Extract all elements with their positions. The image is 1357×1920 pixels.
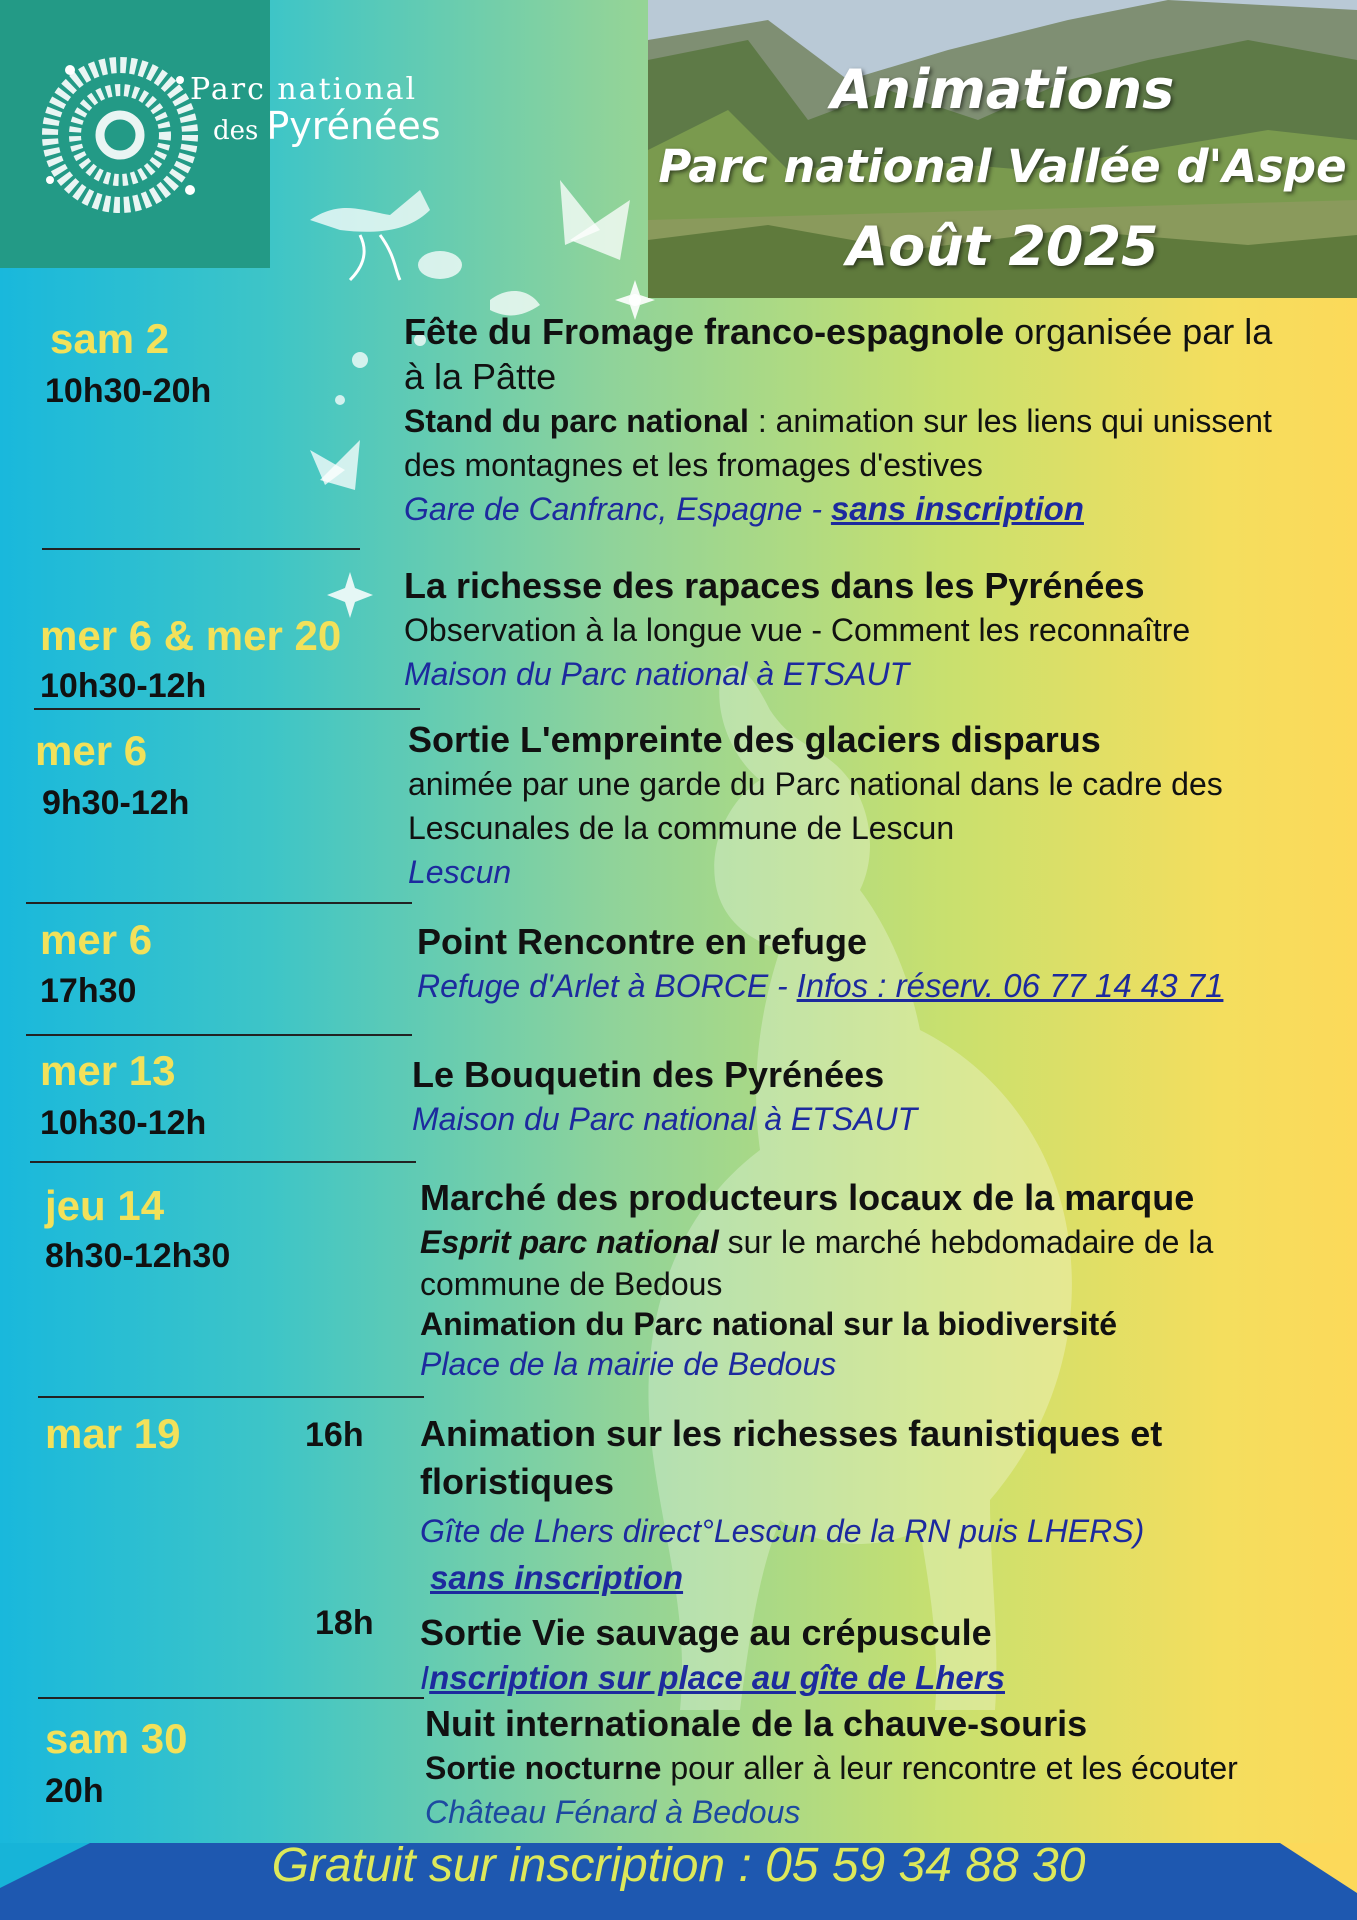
registration-link[interactable]: sans inscription bbox=[430, 1559, 684, 1596]
header-title: Animations bbox=[830, 58, 1175, 121]
event-title: Point Rencontre en refuge bbox=[417, 921, 868, 962]
event-date: jeu 14 bbox=[45, 1182, 165, 1229]
event-time-second: 18h bbox=[315, 1604, 374, 1642]
event-title: Animation sur les richesses faunistiques et bbox=[420, 1413, 1163, 1454]
event-time: 16h bbox=[305, 1416, 364, 1454]
event-2: La richesse des rapaces dans les Pyrénées Observation à la longue vue - Comment les reconnaître Maison du Parc national à ETSAUT bbox=[404, 564, 1190, 696]
event-location: Château Fénard à Bedous bbox=[425, 1794, 801, 1830]
onsite-registration-link[interactable]: nscription sur place au gîte de Lhers bbox=[429, 1659, 1005, 1696]
event-date: mer 6 bbox=[35, 727, 148, 774]
event-time: 10h30-12h bbox=[40, 667, 207, 705]
event-1: Fête du Fromage franco-espagnole organisée par la à la Pâtte Stand du parc national : animation sur les liens qui unissent des montagnes et les fromages d'estives Gare de Canfranc, Espagne - sans inscription bbox=[404, 311, 1273, 527]
event-title: Fête du Fromage franco-espagnole bbox=[404, 311, 1005, 352]
event-7: Animation sur les richesses faunistiques et floristiques Gîte de Lhers direct°Lescun de la RN puis LHERS) sans inscription Sortie Vie sauvage au crépuscule Inscription sur place au gîte de Lhers bbox=[420, 1410, 1162, 1696]
event-title: Sortie L'empreinte des glaciers disparus bbox=[408, 719, 1101, 760]
event-title: Marché des producteurs locaux de la marque bbox=[420, 1177, 1195, 1218]
event-time: 17h30 bbox=[40, 972, 137, 1010]
reservation-phone-link[interactable]: Infos : réserv. 06 77 14 43 71 bbox=[796, 967, 1224, 1004]
divider bbox=[38, 1697, 424, 1699]
event-5 bbox=[412, 1053, 917, 1141]
event-location: Refuge d'Arlet à BORCE - bbox=[417, 968, 797, 1004]
event-4 bbox=[417, 920, 1223, 1008]
event-time: 9h30-12h bbox=[42, 784, 190, 822]
footer-contact: Gratuit sur inscription : 05 59 34 88 30 bbox=[271, 1839, 1086, 1892]
header-month: Août 2025 bbox=[846, 215, 1159, 278]
event-8: Nuit internationale de la chauve-souris Sortie nocturne pour aller à leur rencontre et les écouter Château Fénard à Bedous bbox=[425, 1702, 1238, 1834]
event-location: Gîte de Lhers direct°Lescun de la RN puis LHERS) bbox=[420, 1513, 1145, 1549]
logo-name-line1: Parc national bbox=[190, 72, 418, 107]
divider bbox=[26, 902, 412, 904]
event-date: mer 6 & mer 20 bbox=[40, 612, 342, 659]
event-3: Sortie L'empreinte des glaciers disparus animée par une garde du Parc national dans le cadre des Lescunales de la commune de Lescun Lescun bbox=[408, 718, 1223, 894]
event-location: Lescun bbox=[408, 854, 512, 890]
registration-link[interactable]: sans inscription bbox=[830, 490, 1084, 527]
park-logo-icon bbox=[30, 40, 210, 230]
event-date: sam 2 bbox=[50, 315, 170, 362]
event-date: mer 6 bbox=[40, 916, 153, 963]
event-location: Place de la mairie de Bedous bbox=[420, 1346, 837, 1382]
event-date: mar 19 bbox=[45, 1410, 181, 1457]
event-time: 8h30-12h30 bbox=[45, 1237, 231, 1275]
event-title: Nuit internationale de la chauve-souris bbox=[425, 1703, 1088, 1744]
logo-name-line2: des Pyrénées bbox=[213, 104, 441, 148]
event-title: La richesse des rapaces dans les Pyrénées bbox=[404, 565, 1145, 606]
event-location: Maison du Parc national à ETSAUT bbox=[412, 1101, 918, 1137]
event-time: 10h30-20h bbox=[45, 372, 212, 410]
event-date: sam 30 bbox=[45, 1715, 188, 1762]
event-time: 20h bbox=[45, 1772, 104, 1810]
header-subtitle: Parc national Vallée d'Aspe bbox=[658, 140, 1347, 193]
event-title-second: Sortie Vie sauvage au crépuscule bbox=[420, 1612, 992, 1653]
event-date: mer 13 bbox=[40, 1047, 176, 1094]
event-time: 10h30-12h bbox=[40, 1104, 207, 1142]
divider bbox=[30, 1161, 416, 1163]
divider bbox=[34, 708, 420, 710]
divider bbox=[38, 1396, 424, 1398]
divider bbox=[42, 548, 360, 550]
event-location: Gare de Canfranc, Espagne - bbox=[404, 491, 831, 527]
divider bbox=[26, 1034, 412, 1036]
event-location: Maison du Parc national à ETSAUT bbox=[404, 656, 910, 692]
event-title: Le Bouquetin des Pyrénées bbox=[412, 1054, 885, 1095]
event-6: Marché des producteurs locaux de la marque Esprit parc national sur le marché hebdomadaire de la commune de Bedous Animation du Parc national sur la biodiversité Place de la mairie de Bedous bbox=[420, 1177, 1214, 1382]
